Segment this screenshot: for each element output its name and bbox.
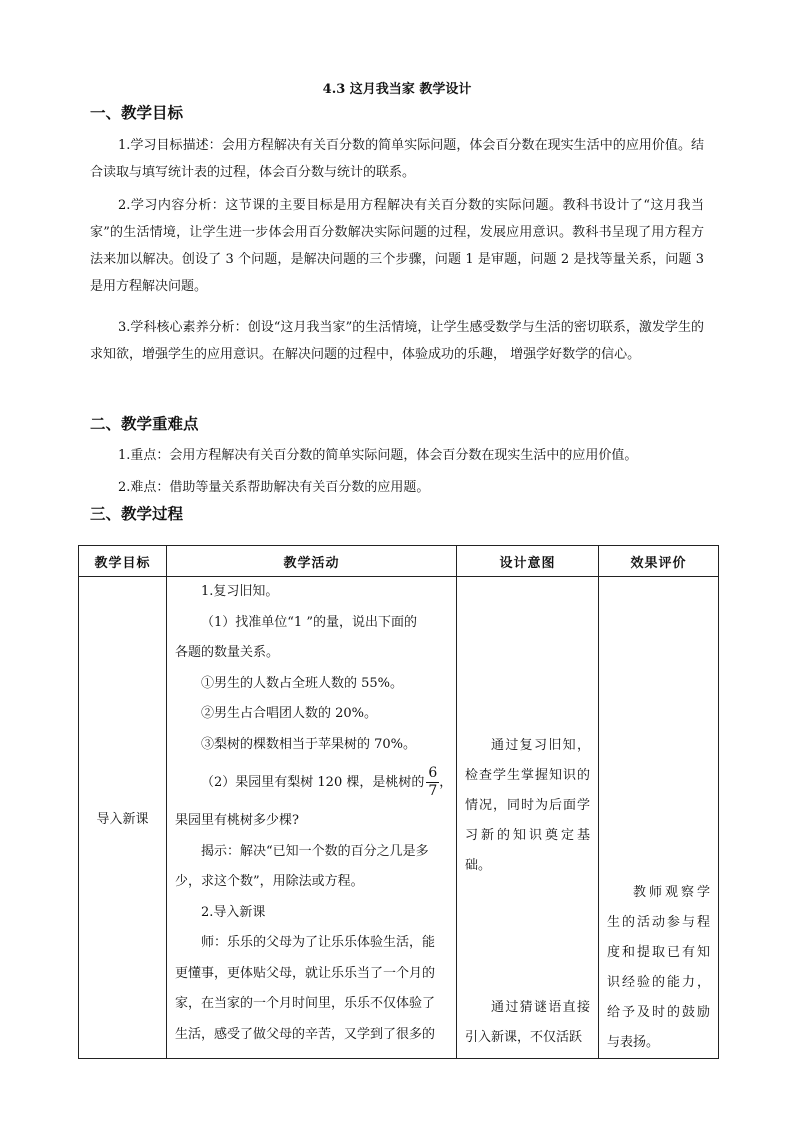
activity-cell — [167, 577, 457, 1059]
activity-line: 揭示：解决“已知一个数的百分之几是多 — [201, 843, 429, 859]
intent-text-1: 通过复习旧知，检查学生掌握知识的情况，同时为后面学习新的知识奠定基础。 — [465, 738, 590, 873]
fraction-numerator: 6 — [428, 765, 438, 781]
table-header-row — [79, 546, 719, 577]
activity-line: 各题的数量关系。 — [175, 645, 280, 660]
activity-line: 更懂事，更体贴父母，就让乐乐当了一个月的 — [175, 965, 436, 981]
goal-paragraph-2: 2.学习内容分析：这节课的主要目标是用方程解决有关百分数的实际问题。教科书设计了“这月我当家”的生活情境，让学生进一步体会用百分数解决实际问题的过程，发展应用意识。教科书呈现了用方程方法来加以解决。创设了 3 个问题，是解决问题的三个步骤，问题 1 是审题，问题 2 是找等量关系，问题 3 是用方程解决问题。 — [90, 198, 704, 294]
goal-paragraph-1: 1.学习目标描述：会用方程解决有关百分数的简单实际问题，体会百分数在现实生活中的应用价值。结合读取与填写统计表的过程，体会百分数与统计的联系。 — [90, 138, 704, 180]
activity-line: ②男生占合唱团人数的 20%。 — [201, 706, 378, 721]
evaluation-text: 教师观察学生的活动参与程度和提取已有知识经验的能力，给予及时的鼓励与表扬。 — [607, 885, 710, 1050]
evaluation-cell — [599, 577, 719, 1059]
teaching-process-table — [78, 545, 719, 1059]
table-row — [79, 577, 719, 1059]
activity-line: 家，在当家的一个月时间里，乐乐不仅体验了 — [175, 996, 436, 1011]
page-title: 4.3 这月我当家 教学设计 — [322, 82, 472, 97]
goal-paragraph-3: 3.学科核心素养分析：创设“这月我当家”的生活情境，让学生感受数学与生活的密切联系，激发学生的求知欲，增强学生的应用意识。在解决问题的过程中，体验成功的乐趣， 增强学好数学的信心。 — [90, 320, 704, 362]
activity-line: 果园里有桃树多少棵? — [175, 813, 299, 828]
section-heading-keypoints: 二、教学重难点 — [90, 414, 199, 433]
activity-text: （2）果园里有梨树 120 棵，是桃树的 — [201, 775, 425, 790]
activity-line: （1）找准单位“1 ”的量，说出下面的 — [201, 614, 417, 630]
activity-line: 少，求这个数”，用除法或方程。 — [175, 874, 364, 889]
activity-line: 师：乐乐的父母为了让乐乐体验生活，能 — [201, 935, 436, 950]
stage-cell: 导入新课 — [79, 577, 167, 1059]
intent-text-2: 通过猜谜语直接引入新课，不仅活跃 — [465, 1000, 590, 1045]
intent-cell — [457, 577, 599, 1059]
keypoint-paragraph-2: 2.难点：借助等量关系帮助解决有关百分数的应用题。 — [118, 480, 430, 495]
activity-line: ③梨树的棵数相当于苹果树的 70%。 — [201, 736, 417, 752]
activity-text: ， — [439, 775, 453, 790]
activity-line-fraction — [175, 760, 453, 806]
activity-line: 1.复习旧知。 — [201, 584, 279, 599]
fraction — [426, 765, 439, 800]
activity-line: ①男生的人数占全班人数的 55%。 — [201, 675, 404, 691]
section-heading-goals: 一、教学目标 — [90, 103, 184, 122]
keypoint-paragraph-1: 1.重点：会用方程解决有关百分数的简单实际问题，体会百分数在现实生活中的应用价值。 — [118, 448, 638, 463]
header-evaluation: 效果评价 — [599, 546, 719, 577]
header-intent: 设计意图 — [457, 546, 599, 577]
activity-line: 2.导入新课 — [201, 904, 266, 920]
header-goal: 教学目标 — [79, 546, 167, 577]
fraction-denominator: 7 — [428, 783, 438, 799]
section-heading-process: 三、教学过程 — [90, 504, 184, 523]
activity-line: 生活，感受了做父母的辛苦，又学到了很多的 — [175, 1026, 436, 1042]
header-activity: 教学活动 — [167, 546, 457, 577]
